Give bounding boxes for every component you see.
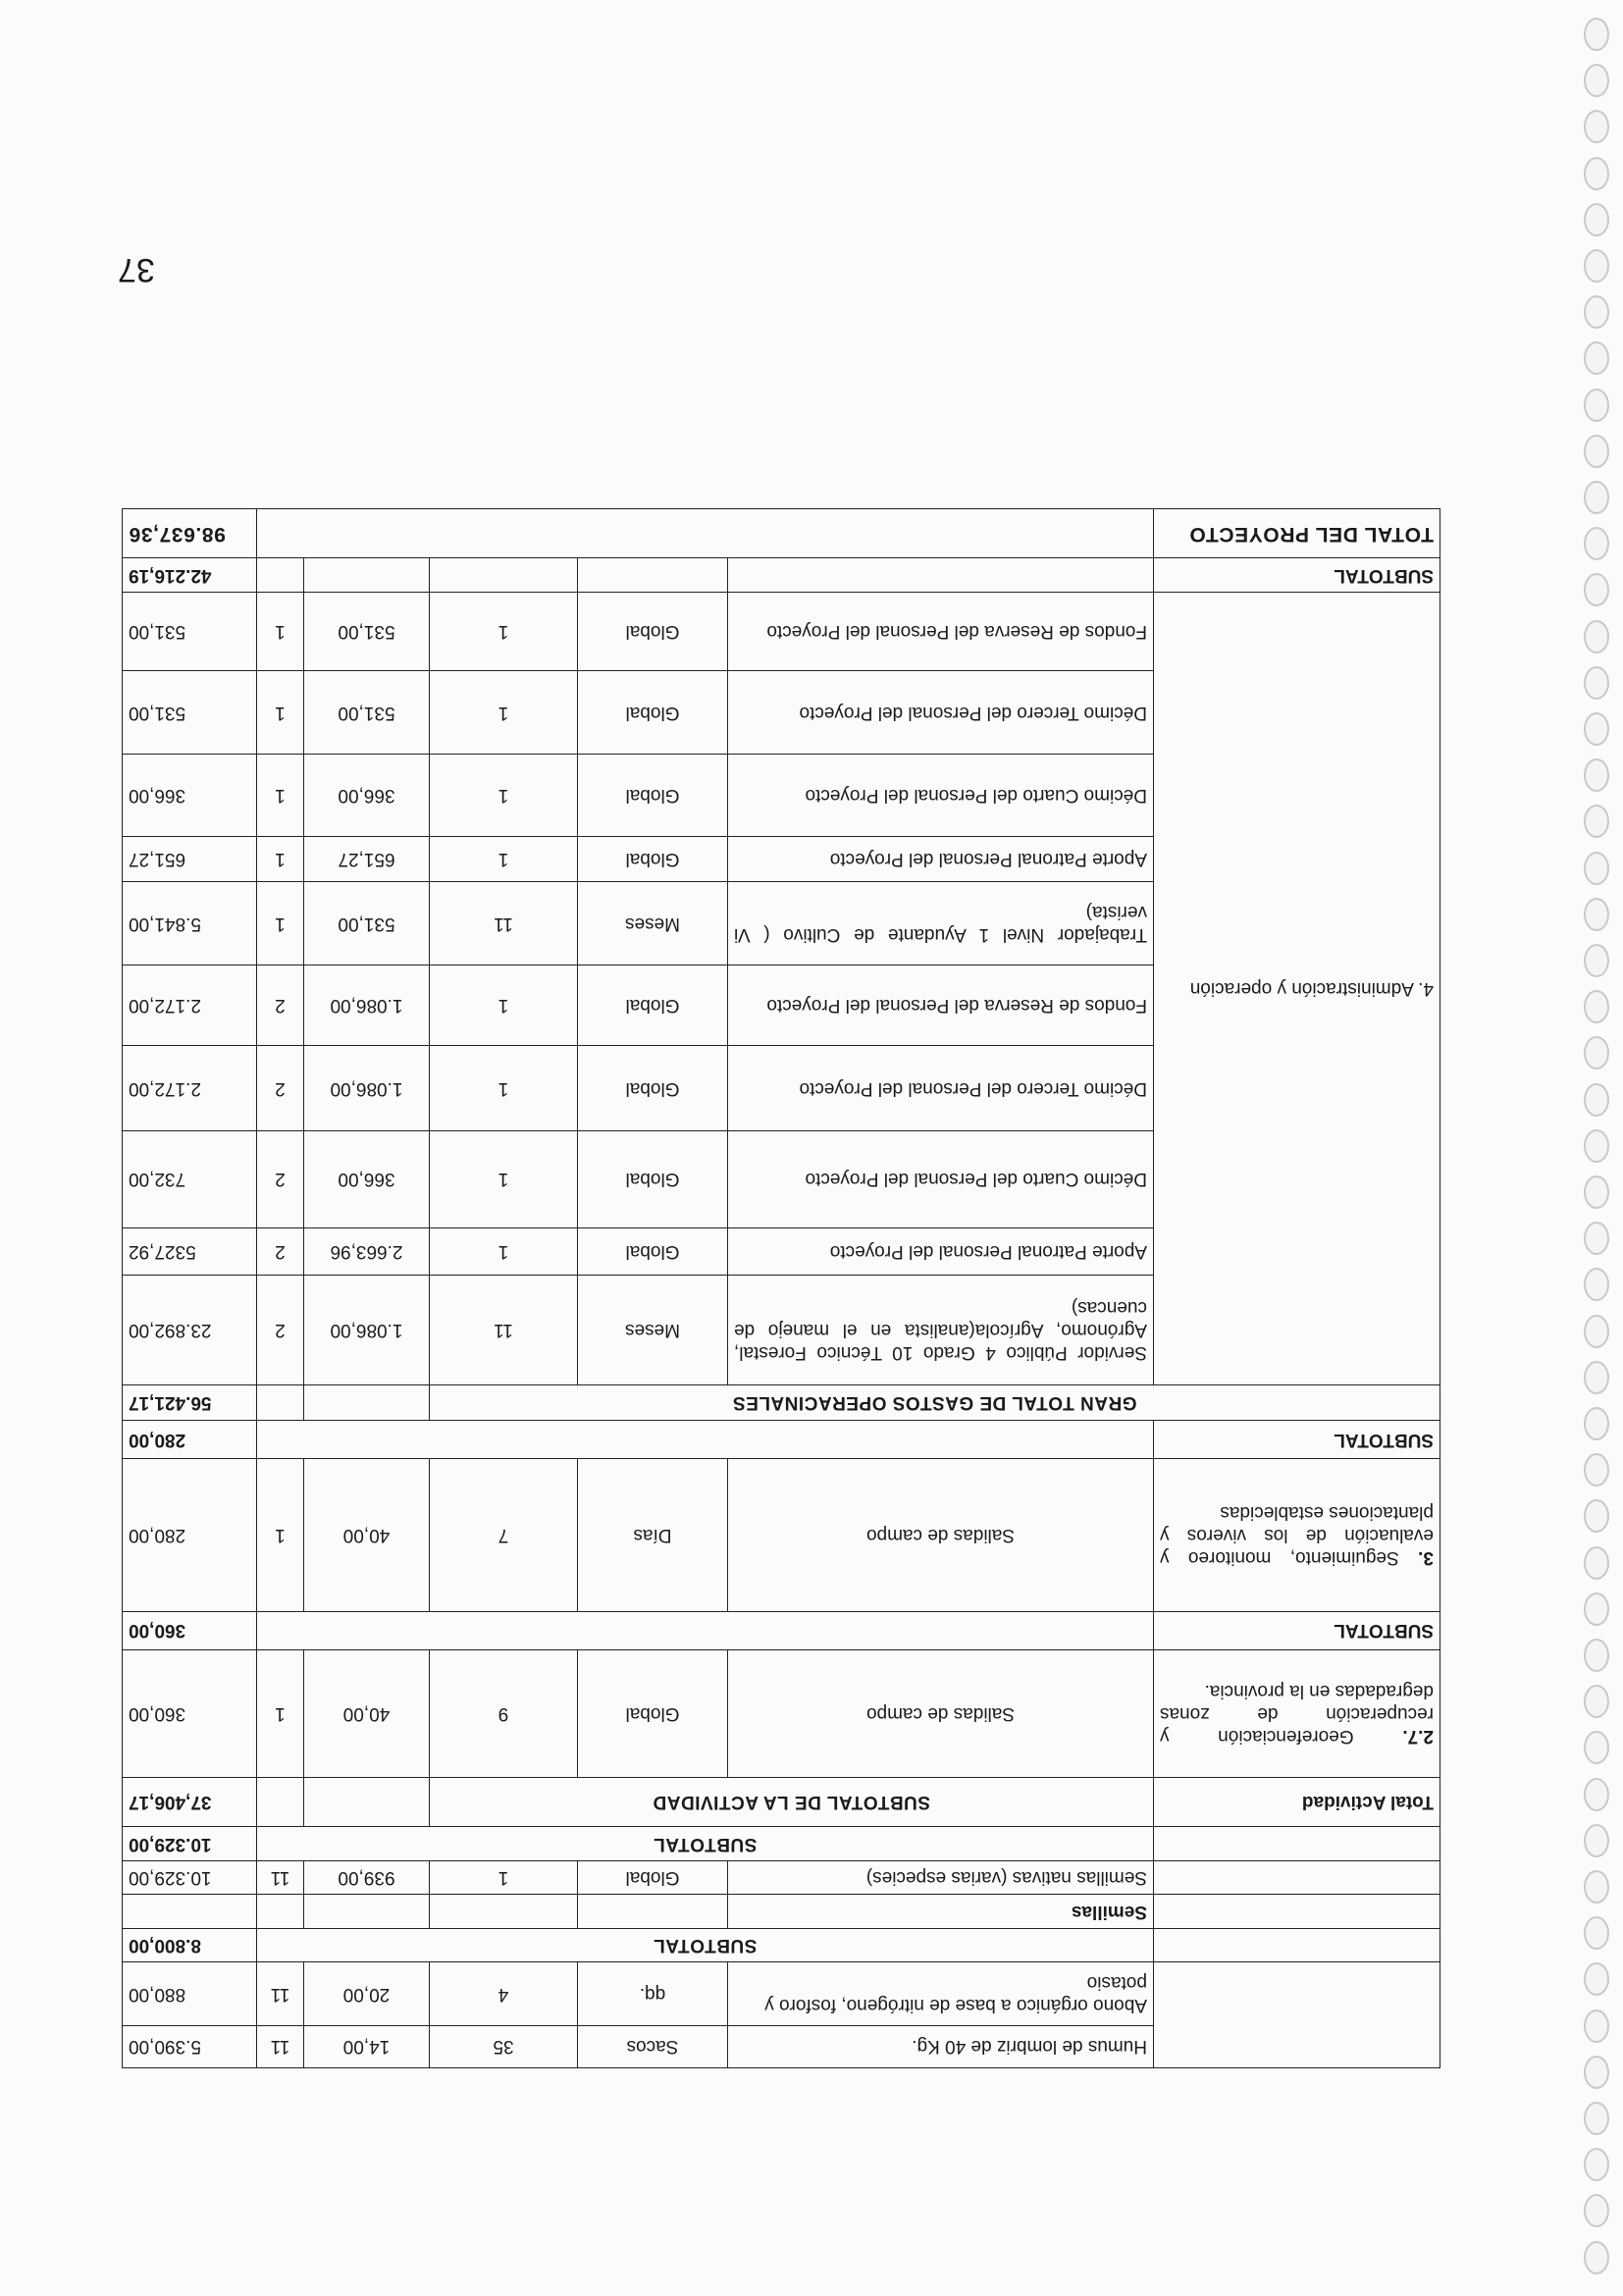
binder-hole-icon: [1584, 481, 1609, 514]
item-quantity: 1: [430, 965, 578, 1045]
activity-number: 3.: [1418, 1547, 1434, 1569]
section-label-semillas: Semillas: [728, 1895, 1154, 1929]
subtotal-value: 280,00: [123, 1421, 257, 1459]
item-total: 360,00: [123, 1649, 257, 1777]
item-unit: Global: [578, 754, 728, 837]
item-unit: Global: [578, 593, 728, 671]
project-total-label: TOTAL DEL PROYECTO: [1154, 509, 1440, 559]
binder-hole-icon: [1584, 852, 1609, 885]
binder-hole-icon: [1584, 573, 1609, 606]
binder-hole-icon: [1584, 1731, 1609, 1764]
item-unit-price: 2.663,96: [304, 1227, 430, 1275]
binder-hole-icon: [1584, 2009, 1609, 2043]
table-row: [123, 1860, 1440, 1895]
item-unit-price: 366,00: [304, 1131, 430, 1227]
item-unit: Global: [578, 1860, 728, 1895]
total-activity-desc: SUBTOTAL DE LA ACTIVIDAD: [430, 1778, 1154, 1827]
activity-number: 4.: [1418, 977, 1434, 999]
grand-total-row: [123, 1384, 1440, 1421]
item-total: 2.172,00: [123, 965, 257, 1045]
binder-hole-icon: [1584, 1499, 1609, 1533]
item-description: Trabajador Nivel 1 Ayudante de Cultivo ( Vi verista): [728, 882, 1154, 965]
subtotal-label: SUBTOTAL: [257, 1928, 1154, 1962]
binder-hole-icon: [1584, 805, 1609, 838]
item-description: Humus de lombriz de 40 Kg.: [728, 2025, 1154, 2067]
binder-hole-icon: [1584, 157, 1609, 190]
item-unit: Sacos: [578, 2025, 728, 2067]
item-quantity: 1: [430, 671, 578, 755]
item-quantity: 4: [430, 1962, 578, 2025]
table-row: [123, 2025, 1440, 2067]
item-description: Décimo Cuarto del Personal del Proyecto: [728, 1131, 1154, 1227]
item-total: 280,00: [123, 1459, 257, 1612]
item-quantity: 11: [430, 882, 578, 965]
item-description: Décimo Cuarto del Personal del Proyecto: [728, 754, 1154, 837]
item-unit: Global: [578, 965, 728, 1045]
binder-hole-icon: [1584, 341, 1609, 375]
item-total: 5327,92: [123, 1227, 257, 1275]
section-header-row: [123, 1895, 1440, 1929]
binder-hole-icon: [1584, 1315, 1609, 1348]
binder-hole-icon: [1584, 249, 1609, 283]
binder-hole-icon: [1584, 295, 1609, 329]
binder-hole-icon: [1584, 990, 1609, 1023]
total-activity-row: [123, 1778, 1440, 1827]
binder-hole-icon: [1584, 527, 1609, 560]
binder-hole-icon: [1584, 1407, 1609, 1440]
item-months: 2: [257, 1227, 304, 1275]
item-months: 11: [257, 2025, 304, 2067]
item-unit: Meses: [578, 882, 728, 965]
item-description: Aporte Patronal Personal del Proyecto: [728, 1227, 1154, 1275]
item-quantity: 1: [430, 1860, 578, 1895]
item-months: 2: [257, 1131, 304, 1227]
binder-hole-icon: [1584, 1129, 1609, 1163]
activity-cell: [1154, 1962, 1440, 2068]
item-total: 366,00: [123, 754, 257, 837]
item-months: 1: [257, 754, 304, 837]
item-months: 1: [257, 882, 304, 965]
item-description: Fondos de Reserva del Personal del Proyecto: [728, 593, 1154, 671]
item-description: Servidor Público 4 Grado 10 Técnico Forestal, Agrónomo, Agrícola(analista en el manejo de cuencas): [728, 1275, 1154, 1384]
item-unit-price: 1.086,00: [304, 1046, 430, 1131]
item-total: 10.329,00: [123, 1860, 257, 1895]
total-activity-value: 37,406,17: [123, 1778, 257, 1827]
binder-hole-icon: [1584, 1685, 1609, 1718]
item-description: Abono orgánico a base de nitrógeno, fosforo y potasio: [728, 1962, 1154, 2025]
item-months: 2: [257, 1046, 304, 1131]
item-unit: qq.: [578, 1962, 728, 2025]
item-unit-price: 939,00: [304, 1860, 430, 1895]
item-total: 880,00: [123, 1962, 257, 2025]
item-total: 651,27: [123, 837, 257, 882]
binder-hole-icon: [1584, 1592, 1609, 1626]
item-quantity: 1: [430, 754, 578, 837]
activity-cell: [1154, 1649, 1440, 1777]
binder-hole-icon: [1584, 1175, 1609, 1209]
item-unit: Global: [578, 1046, 728, 1131]
binder-hole-icon: [1584, 1268, 1609, 1301]
binder-hole-icon: [1584, 389, 1609, 422]
activity-name: Administración y operación: [1189, 977, 1414, 999]
item-quantity: 1: [430, 837, 578, 882]
table-row: [123, 1649, 1440, 1777]
project-total-value: 98.637,36: [123, 509, 257, 559]
item-unit-price: 651,27: [304, 837, 430, 882]
table-row: [123, 1275, 1440, 1384]
item-unit: Global: [578, 1131, 728, 1227]
rotated-budget-table-wrapper: [123, 508, 1440, 2068]
table-row: [123, 1459, 1440, 1612]
subtotal-row: [123, 1928, 1440, 1962]
item-unit-price: 14,00: [304, 2025, 430, 2067]
item-quantity: 1: [430, 1131, 578, 1227]
binder-hole-icon: [1584, 110, 1609, 143]
item-months: 11: [257, 1860, 304, 1895]
item-unit-price: 531,00: [304, 882, 430, 965]
item-unit-price: 1.086,00: [304, 1275, 430, 1384]
item-quantity: 11: [430, 1275, 578, 1384]
subtotal-value: 10.329,00: [123, 1827, 257, 1861]
item-unit: Global: [578, 837, 728, 882]
binder-hole-icon: [1584, 1778, 1609, 1811]
binder-hole-icon: [1584, 1036, 1609, 1070]
item-months: 11: [257, 1962, 304, 2025]
item-description: Semillas nativas (varias especies): [728, 1860, 1154, 1895]
binder-holes: [1564, 0, 1623, 2296]
binder-hole-icon: [1584, 435, 1609, 468]
binder-hole-icon: [1584, 64, 1609, 97]
item-description: Décimo Tercero del Personal del Proyecto: [728, 1046, 1154, 1131]
binder-hole-icon: [1584, 620, 1609, 653]
subtotal-row: [123, 1827, 1440, 1861]
item-unit-price: 1.086,00: [304, 965, 430, 1045]
item-description: Salidas de campo: [728, 1649, 1154, 1777]
item-unit-price: 531,00: [304, 671, 430, 755]
item-unit-price: 366,00: [304, 754, 430, 837]
binder-hole-icon: [1584, 2194, 1609, 2227]
subtotal-row: [123, 1421, 1440, 1459]
grand-total-label: GRAN TOTAL DE GASTOS OPERACINALES: [430, 1384, 1440, 1421]
activity-number: 2.7.: [1402, 1726, 1434, 1748]
item-total: 732,00: [123, 1131, 257, 1227]
page-number: 37: [118, 251, 155, 288]
binder-hole-icon: [1584, 1361, 1609, 1394]
item-description: Aporte Patronal Personal del Proyecto: [728, 837, 1154, 882]
activity-cell: [1154, 593, 1440, 1385]
binder-hole-icon: [1584, 2241, 1609, 2274]
item-quantity: 1: [430, 1227, 578, 1275]
binder-hole-icon: [1584, 2056, 1609, 2089]
item-total: 5.390,00: [123, 2025, 257, 2067]
item-total: 2.172,00: [123, 1046, 257, 1131]
binder-hole-icon: [1584, 1639, 1609, 1672]
binder-hole-icon: [1584, 712, 1609, 746]
binder-hole-icon: [1584, 1453, 1609, 1487]
item-quantity: 35: [430, 2025, 578, 2067]
binder-hole-icon: [1584, 1083, 1609, 1117]
grand-total-value: 56.421,17: [123, 1384, 257, 1421]
item-unit: Global: [578, 671, 728, 755]
item-months: 1: [257, 593, 304, 671]
subtotal-value: 8.800,00: [123, 1928, 257, 1962]
item-unit-price: 40,00: [304, 1649, 430, 1777]
item-months: 1: [257, 1649, 304, 1777]
item-unit: Meses: [578, 1275, 728, 1384]
total-activity-label: Total Actividad: [1154, 1778, 1440, 1827]
subtotal-label: SUBTOTAL: [1154, 1611, 1440, 1649]
item-quantity: 9: [430, 1649, 578, 1777]
item-unit: Global: [578, 1227, 728, 1275]
binder-hole-icon: [1584, 898, 1609, 931]
item-unit-price: 20,00: [304, 1962, 430, 2025]
subtotal-value: 42.216,19: [123, 558, 257, 593]
item-quantity: 7: [430, 1459, 578, 1612]
item-quantity: 1: [430, 593, 578, 671]
project-total-row: [123, 509, 1440, 559]
activity-name: Seguimiento, monitoreo y evaluación de los viveros y plantaciones establecidas: [1160, 1501, 1434, 1569]
binder-hole-icon: [1584, 1222, 1609, 1255]
item-description: Salidas de campo: [728, 1459, 1154, 1612]
subtotal-row: [123, 1611, 1440, 1649]
subtotal-label: SUBTOTAL: [1154, 1421, 1440, 1459]
item-months: 1: [257, 837, 304, 882]
binder-hole-icon: [1584, 1870, 1609, 1904]
item-total: 531,00: [123, 671, 257, 755]
budget-table: [122, 508, 1440, 2068]
item-total: 5.841,00: [123, 882, 257, 965]
item-unit-price: 40,00: [304, 1459, 430, 1612]
item-description: Décimo Tercero del Personal del Proyecto: [728, 671, 1154, 755]
subtotal-value: 360,00: [123, 1611, 257, 1649]
binder-hole-icon: [1584, 1824, 1609, 1857]
item-months: 1: [257, 671, 304, 755]
binder-hole-icon: [1584, 1546, 1609, 1580]
item-unit-price: 531,00: [304, 593, 430, 671]
subtotal-label: SUBTOTAL: [1154, 558, 1440, 593]
binder-hole-icon: [1584, 1962, 1609, 1996]
binder-hole-icon: [1584, 758, 1609, 792]
binder-hole-icon: [1584, 666, 1609, 700]
activity-cell: [1154, 1459, 1440, 1612]
subtotal-row: [123, 558, 1440, 593]
item-unit: Días: [578, 1459, 728, 1612]
item-total: 23.892,00: [123, 1275, 257, 1384]
binder-hole-icon: [1584, 203, 1609, 236]
binder-hole-icon: [1584, 1916, 1609, 1950]
item-months: 1: [257, 1459, 304, 1612]
subtotal-label: SUBTOTAL: [257, 1827, 1154, 1861]
item-description: Fondos de Reserva del Personal del Proyecto: [728, 965, 1154, 1045]
item-months: 2: [257, 1275, 304, 1384]
item-unit: Global: [578, 1649, 728, 1777]
binder-hole-icon: [1584, 2102, 1609, 2135]
binder-hole-icon: [1584, 2148, 1609, 2181]
binder-hole-icon: [1584, 944, 1609, 977]
item-months: 2: [257, 965, 304, 1045]
activity-name: Georefenciación y recuperación de zonas degradadas en la provincia.: [1160, 1680, 1434, 1748]
item-total: 531,00: [123, 593, 257, 671]
item-quantity: 1: [430, 1046, 578, 1131]
binder-hole-icon: [1584, 18, 1609, 51]
